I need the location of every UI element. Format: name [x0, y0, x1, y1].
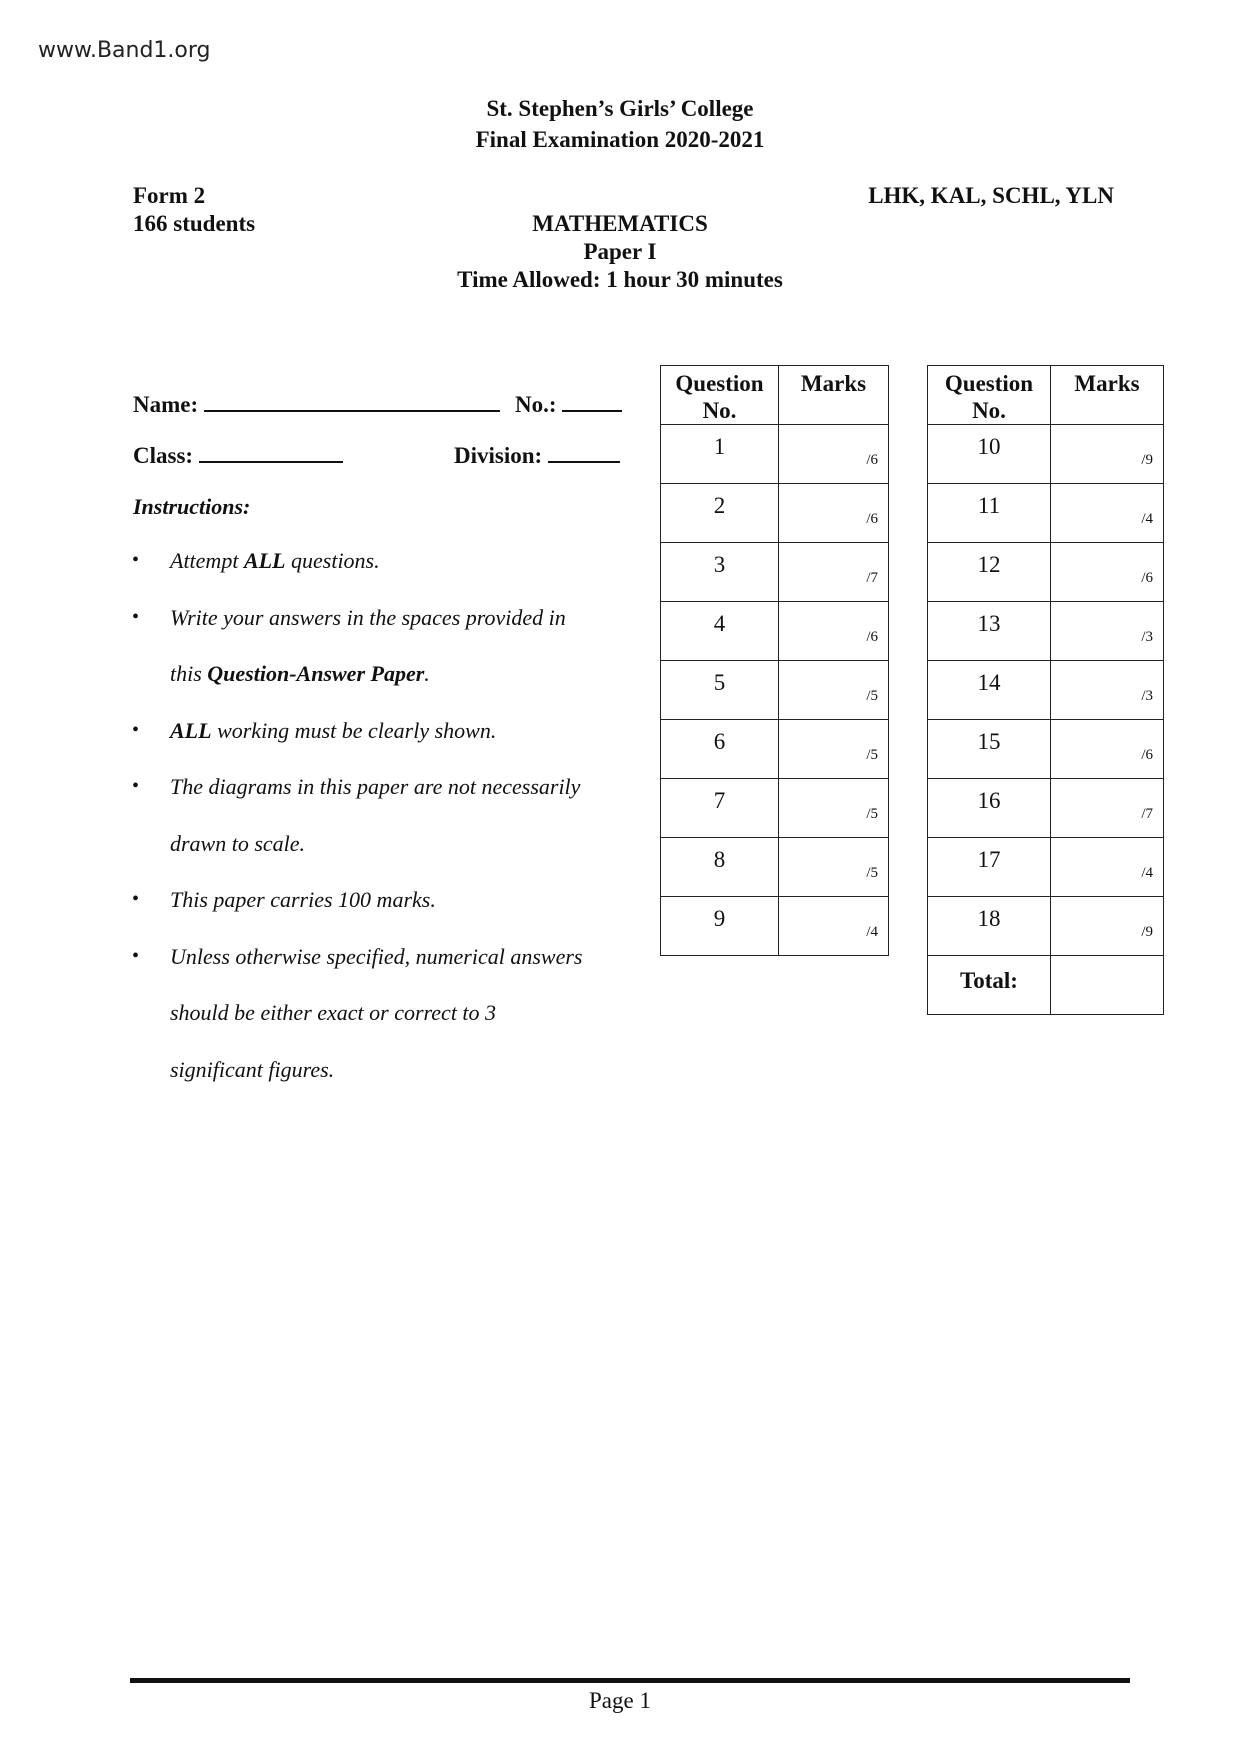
- table-row: [928, 425, 1164, 484]
- question-number: 3: [661, 543, 779, 602]
- division-field-row: [454, 439, 620, 469]
- table-row: [661, 838, 889, 897]
- class-field-row: [133, 439, 343, 469]
- instruction-line: [170, 887, 436, 913]
- instruction-line: [170, 1057, 334, 1083]
- marks-header-text: Marks: [1074, 371, 1140, 396]
- instruction-text: Attempt: [170, 548, 244, 573]
- marks-header: [1051, 366, 1164, 425]
- marks-cell[interactable]: [1051, 779, 1164, 838]
- marks-cell[interactable]: [1051, 661, 1164, 720]
- no-label: No.:: [515, 392, 557, 417]
- question-number: 4: [661, 602, 779, 661]
- max-marks: /7: [866, 570, 878, 586]
- marks-cell[interactable]: [1051, 602, 1164, 661]
- marks-cell[interactable]: [779, 543, 889, 602]
- instruction-emphasis: ALL: [170, 717, 212, 743]
- table-row: [928, 543, 1164, 602]
- max-marks: /6: [866, 511, 878, 527]
- instructions-title: Instructions:: [133, 494, 251, 519]
- max-marks: /6: [1141, 747, 1153, 763]
- table-row: [928, 661, 1164, 720]
- question-number: 1: [661, 425, 779, 484]
- number-field-row: [515, 388, 622, 418]
- question-number: 5: [661, 661, 779, 720]
- marks-cell[interactable]: [779, 838, 889, 897]
- max-marks: /3: [1141, 688, 1153, 704]
- question-number: 17: [928, 838, 1051, 897]
- class-label: Class:: [133, 443, 194, 468]
- form-level: Form 2: [133, 183, 206, 208]
- table-row: [928, 779, 1164, 838]
- question-header-line1: Question: [675, 371, 764, 396]
- instruction-line: [170, 661, 430, 687]
- name-field-row: [133, 388, 500, 418]
- marks-cell[interactable]: [1051, 484, 1164, 543]
- marks-cell[interactable]: [779, 661, 889, 720]
- table-row: [661, 425, 889, 484]
- student-count: 166 students: [133, 211, 256, 236]
- bullet-icon: •: [132, 549, 140, 571]
- marks-cell[interactable]: [1051, 897, 1164, 956]
- max-marks: /5: [866, 688, 878, 704]
- question-number: 6: [661, 720, 779, 779]
- max-marks: /4: [866, 924, 878, 940]
- marks-table-right: [927, 365, 1164, 1015]
- subject-title: [0, 211, 1240, 237]
- instruction-text: this: [170, 661, 208, 686]
- page-number: Page 1: [589, 1688, 651, 1713]
- table-row: [928, 720, 1164, 779]
- question-number: 13: [928, 602, 1051, 661]
- question-number: 2: [661, 484, 779, 543]
- question-header-line2: No.: [972, 398, 1006, 423]
- max-marks: /5: [866, 806, 878, 822]
- instruction-emphasis: ALL: [243, 548, 286, 573]
- max-marks: /5: [866, 747, 878, 763]
- instruction-text-end: working must be clearly shown.: [211, 717, 497, 743]
- bullet-icon: •: [132, 944, 140, 967]
- instruction-line: [170, 774, 580, 800]
- question-header-line2: No.: [702, 398, 737, 423]
- instruction-text-end: questions.: [285, 548, 380, 573]
- question-number: 8: [661, 838, 779, 897]
- name-input-line[interactable]: [204, 388, 500, 412]
- marks-cell[interactable]: [1051, 720, 1164, 779]
- marks-cell[interactable]: [1051, 543, 1164, 602]
- max-marks: /6: [866, 629, 878, 645]
- name-label: Name:: [133, 392, 199, 417]
- question-number: 14: [928, 661, 1051, 720]
- bullet-icon: •: [132, 605, 140, 628]
- instruction-line: [170, 944, 582, 970]
- footer-rule: [130, 1678, 1130, 1683]
- instruction-text: should be either exact or correct to 3: [170, 1000, 497, 1025]
- bullet-icon: •: [132, 888, 140, 910]
- subject-text: MATHEMATICS: [532, 211, 708, 236]
- instruction-text: Unless otherwise specified, numerical answers: [170, 943, 583, 969]
- marks-cell[interactable]: [779, 425, 889, 484]
- table-row: [661, 543, 889, 602]
- no-input-line[interactable]: [562, 388, 622, 412]
- instruction-line: [170, 831, 305, 857]
- instruction-emphasis: Question-Answer Paper: [207, 661, 425, 686]
- instruction-text: drawn to scale.: [170, 830, 306, 856]
- table-row: [661, 897, 889, 956]
- division-input-line[interactable]: [548, 439, 620, 463]
- question-number: 15: [928, 720, 1051, 779]
- instruction-text: Write your answers in the spaces provided in: [170, 604, 566, 630]
- table-row: [661, 661, 889, 720]
- marks-cell[interactable]: [779, 484, 889, 543]
- total-label: Total:: [928, 956, 1051, 1015]
- instruction-text: significant figures.: [170, 1056, 335, 1082]
- max-marks: /6: [1141, 570, 1153, 586]
- division-label: Division:: [454, 443, 543, 468]
- table-row: [928, 897, 1164, 956]
- max-marks: /3: [1141, 629, 1153, 645]
- marks-cell[interactable]: [779, 897, 889, 956]
- max-marks: /4: [1141, 865, 1153, 881]
- table-row: [928, 484, 1164, 543]
- marks-header-text: Marks: [800, 371, 867, 396]
- question-number: 16: [928, 779, 1051, 838]
- exam-title: Final Examination 2020-2021: [475, 127, 765, 152]
- max-marks: /4: [1141, 511, 1153, 527]
- max-marks: /6: [866, 452, 878, 468]
- instruction-text-end: .: [424, 661, 430, 686]
- marks-cell[interactable]: [1051, 838, 1164, 897]
- instruction-text: The diagrams in this paper are not necessarily: [170, 774, 581, 799]
- bullet-icon: •: [132, 775, 140, 797]
- question-no-header: [661, 366, 779, 425]
- instruction-line: [170, 548, 380, 574]
- teacher-codes: LHK, KAL, SCHL, YLN: [868, 183, 1114, 208]
- max-marks: /9: [1141, 924, 1153, 940]
- marks-cell[interactable]: [779, 779, 889, 838]
- table-row: [661, 720, 889, 779]
- question-number: 18: [928, 897, 1051, 956]
- marks-cell[interactable]: [779, 602, 889, 661]
- question-number: 7: [661, 779, 779, 838]
- question-number: 11: [928, 484, 1051, 543]
- max-marks: /5: [866, 865, 878, 881]
- instruction-line: [170, 718, 496, 744]
- table-row: [928, 838, 1164, 897]
- question-number: 12: [928, 543, 1051, 602]
- watermark-text: www.Band1.org: [38, 38, 211, 63]
- marks-cell[interactable]: [779, 720, 889, 779]
- marks-table-left: [660, 365, 889, 956]
- bullet-icon: •: [132, 718, 140, 741]
- instruction-line: [170, 605, 566, 631]
- marks-header: [779, 366, 889, 425]
- question-header-line1: Question: [944, 371, 1034, 396]
- question-number: 9: [661, 897, 779, 956]
- total-marks-cell[interactable]: [1051, 956, 1164, 1015]
- table-row: [661, 484, 889, 543]
- time-allowed: Time Allowed: 1 hour 30 minutes: [457, 267, 783, 292]
- table-row: [661, 779, 889, 838]
- instruction-line: [170, 1000, 496, 1026]
- paper-title: Paper I: [583, 239, 657, 264]
- class-input-line[interactable]: [199, 439, 343, 463]
- instruction-text: This paper carries 100 marks.: [170, 887, 436, 912]
- question-no-header: [928, 366, 1051, 425]
- table-row: [928, 602, 1164, 661]
- marks-cell[interactable]: [1051, 425, 1164, 484]
- max-marks: /9: [1141, 452, 1153, 468]
- school-name: St. Stephen’s Girls’ College: [486, 96, 754, 121]
- max-marks: /7: [1141, 806, 1153, 822]
- question-number: 10: [928, 425, 1051, 484]
- table-row: [661, 602, 889, 661]
- total-row: [928, 956, 1164, 1015]
